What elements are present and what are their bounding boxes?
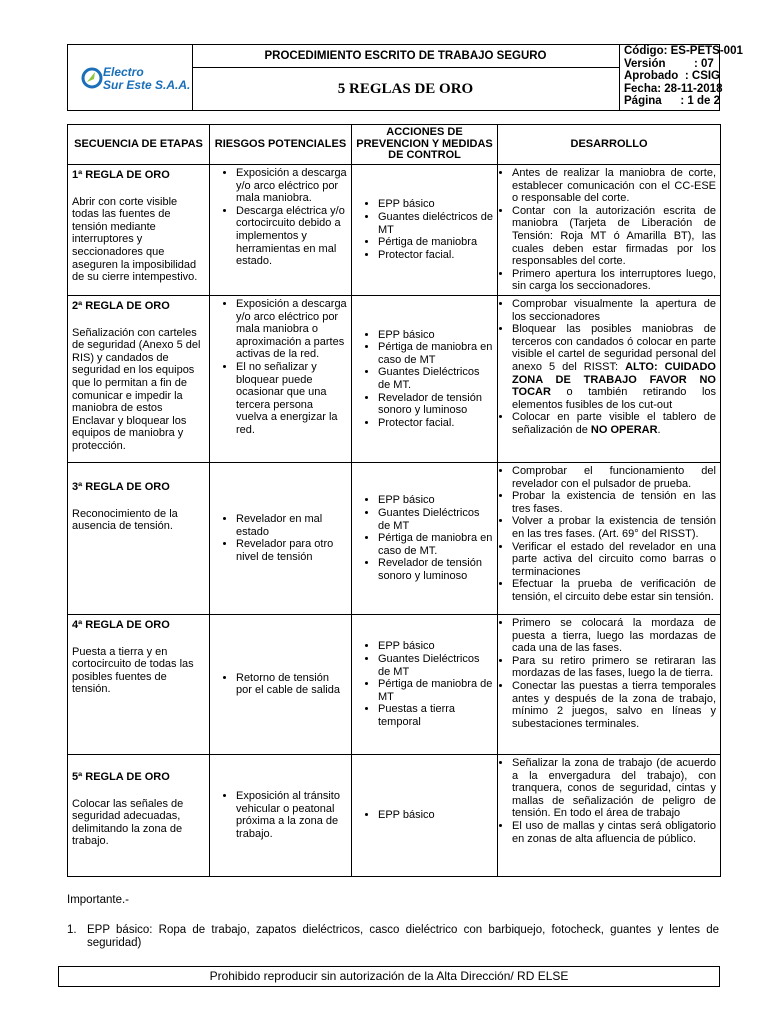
meta-value: : CSIG (684, 70, 720, 83)
stage-cell (68, 295, 210, 462)
list-item: • Primero apertura los interruptores luego, sin carga los seccionadores. (512, 268, 716, 293)
list-item: • Revelador de tensión sonoro y luminoso (378, 392, 493, 417)
rule-title: 1ª REGLA DE ORO (72, 169, 170, 181)
list-item: • EPP básico (378, 198, 493, 211)
meta-label: Código (624, 45, 664, 57)
rule-title: 5ª REGLA DE ORO (72, 770, 170, 783)
risks-list (214, 672, 347, 697)
footer-notice: Prohibido reproducir sin autorización de la Alta Dirección/ RD ELSE (58, 966, 720, 987)
risks-cell (210, 462, 352, 614)
table-row (68, 614, 721, 754)
development-list (502, 465, 716, 604)
list-item-text: Colocar en parte visible el tablero de señalización de (512, 411, 716, 436)
list-item: • Pértiga de maniobra de MT (378, 678, 493, 703)
list-item: • Verificar el estado del revelador en una parte activa del circuito como barras o terminaciones (512, 541, 716, 579)
risks-cell (210, 614, 352, 754)
risks-list (214, 513, 347, 563)
logo-text-line1: Electro (103, 65, 144, 79)
list-item: • Volver a probar la existencia de tensión en las tres fases. (Art. 69° del RISST). (512, 515, 716, 540)
procedure-title: PROCEDIMIENTO ESCRITO DE TRABAJO SEGURO (192, 45, 619, 68)
rule-title: 2ª REGLA DE ORO (72, 299, 170, 312)
list-item: • Antes de realizar la maniobra de corte, establecer comunicación con el CC-ESE o responsable del corte. (512, 167, 716, 205)
logo-text-line2: Sur Este S.A.A. (103, 78, 191, 92)
meta-row (624, 95, 720, 108)
meta-row (624, 45, 743, 58)
table-row (68, 462, 721, 614)
note-text: EPP básico: Ropa de trabajo, zapatos dieléctricos, casco dieléctrico con barbiquejo, fotocheck, guantes y lentes de seguridad) (87, 924, 719, 949)
list-item: • El no señalizar y bloquear puede ocasionar que una tercera persona vuelva a energizar la red. (236, 361, 347, 437)
document-title: 5 REGLAS DE ORO (337, 81, 474, 97)
stage-cell (68, 614, 210, 754)
development-cell (498, 165, 721, 296)
list-item: • Revelador para otro nivel de tensión (236, 538, 347, 563)
risks-cell (210, 295, 352, 462)
list-item: • Conectar las puestas a tierra temporales antes y después de la zona de trabajo, mínimo 2 juegos, salvo en líneas y subestaciones terminales. (512, 680, 716, 730)
development-cell (498, 754, 721, 876)
table-header-row (68, 125, 721, 165)
meta-row (624, 82, 723, 96)
list-item: • Protector facial. (378, 249, 493, 262)
document-meta (624, 45, 743, 108)
risks-list (214, 167, 347, 268)
meta-row (624, 58, 720, 71)
rule-description: Reconocimiento de la ausencia de tensión. (72, 507, 178, 533)
rule-description: Señalización con carteles de seguridad (Anexo 5 del RIS) y candados de seguridad en los equipos que lo permitan a fin de comunicar e impedir la maniobra de estos Enclavar y bloquear los equipos de maniobra y protección. (72, 326, 201, 452)
table-row (68, 754, 721, 876)
list-item: • Guantes Dieléctricos de MT (378, 507, 493, 532)
meta-value: : 1 de 2 (680, 95, 720, 108)
actions-cell (352, 165, 498, 296)
actions-list (356, 809, 493, 822)
risks-cell (210, 165, 352, 296)
title-block (192, 45, 620, 110)
list-item: • EPP básico (378, 494, 493, 507)
column-header: ACCIONES DE PREVENCION Y MEDIDAS DE CONTROL (352, 125, 498, 165)
table-row (68, 165, 721, 296)
rule-description: Colocar las señales de seguridad adecuadas, delimitando la zona de trabajo. (72, 797, 184, 848)
list-item: • EPP básico (378, 809, 493, 822)
note-number: 1. (67, 924, 77, 936)
development-list (502, 298, 716, 437)
rules-table (67, 124, 721, 877)
logo-emblem-icon (68, 45, 192, 110)
stage-cell (68, 462, 210, 614)
list-item: • Guantes Dieléctricos de MT. (378, 366, 493, 391)
meta-label: Página (624, 95, 662, 108)
rule-title: 3ª REGLA DE ORO (72, 480, 170, 493)
list-item: • Señalizar la zona de trabajo (de acuerdo a la envergadura del trabajo), con tranquera, conos de seguridad, cintas y mallas de señalización de peligro de tensión. En todo el área de trabajo (512, 757, 716, 820)
list-item: • Pértiga de maniobra (378, 236, 493, 249)
list-item: • Puestas a tierra temporal (378, 703, 493, 728)
list-item: • Efectuar la prueba de verificación de tensión, el circuito debe estar sin tensión. (512, 578, 716, 603)
column-header: SECUENCIA DE ETAPAS (68, 125, 210, 165)
list-item-tail: o también retirando los elementos fusibles de los cut-out (512, 386, 716, 411)
actions-list (356, 494, 493, 582)
list-item: • Revelador en mal estado (236, 513, 347, 538)
list-item: • Exposición al tránsito vehicular o peatonal próxima a la zona de trabajo. (236, 790, 347, 840)
development-list (502, 167, 716, 293)
list-item: • Pértiga de maniobra en caso de MT. (378, 532, 493, 557)
column-header: DESARROLLO (498, 125, 721, 165)
development-list (502, 617, 716, 730)
meta-label: Versión (624, 57, 666, 70)
list-item: • Retorno de tensión por el cable de salida (236, 672, 347, 697)
list-item: • Contar con la autorización escrita de maniobra (Tarjeta de Liberación de Tensión: Roja MT ó Amarilla BT), las cuales deben estar firmadas por los responsables del corte. (512, 205, 716, 268)
development-cell (498, 462, 721, 614)
risks-list (214, 790, 347, 840)
list-item: • Comprobar visualmente la apertura de los seccionadores (512, 298, 716, 323)
list-item-tail: . (657, 423, 661, 436)
list-item: • Revelador de tensión sonoro y luminoso (378, 557, 493, 582)
meta-label: Aprobado (624, 70, 679, 83)
development-list (502, 757, 716, 845)
rule-title: 4ª REGLA DE ORO (72, 618, 170, 631)
actions-cell (352, 754, 498, 876)
meta-value: : 28-11-2018 (657, 82, 723, 95)
list-item: • Protector facial. (378, 417, 493, 430)
note-item (67, 924, 719, 950)
list-item (512, 411, 716, 436)
actions-list (356, 640, 493, 728)
warning-sign-text: ALTO: CUIDADO ZONA DE TRABAJO FAVOR NO TOCAR (512, 360, 716, 399)
meta-value: : ES-PETS-001 (663, 45, 743, 57)
notes-title: Importante.- (67, 894, 129, 906)
actions-list (356, 198, 493, 261)
list-item: • Exposición a descarga y/o arco eléctrico por mala maniobra. (236, 167, 347, 205)
list-item: • Primero se colocará la mordaza de puesta a tierra, luego las mordazas de cada una de las fases. (512, 617, 716, 655)
stage-cell (68, 754, 210, 876)
list-item: • El uso de mallas y cintas será obligatorio en zonas de alta afluencia de público. (512, 820, 716, 845)
list-item: • Para su retiro primero se retiraran las mordazas de las fases, luego la de tierra. (512, 655, 716, 680)
rule-description: Abrir con corte visible todas las fuentes de tensión mediante interruptores y seccionadores que aseguren la imposibilidad de su cierre intempestivo. (72, 195, 198, 284)
meta-row (624, 70, 720, 83)
meta-value: : 07 (694, 57, 714, 70)
list-item: • Guantes dieléctricos de MT (378, 211, 493, 236)
list-item: • Guantes Dieléctricos de MT (378, 653, 493, 678)
list-item: • Exposición a descarga y/o arco eléctrico por mala maniobra o aproximación a partes activas de la red. (236, 298, 347, 361)
rule-description: Puesta a tierra y en cortocircuito de todas las posibles fuentes de tensión. (72, 645, 194, 696)
development-cell (498, 614, 721, 754)
column-header: RIESGOS POTENCIALES (210, 125, 352, 165)
actions-cell (352, 462, 498, 614)
actions-cell (352, 295, 498, 462)
company-logo (68, 45, 193, 110)
actions-list (356, 329, 493, 430)
list-item: • EPP básico (378, 329, 493, 342)
list-item: • EPP básico (378, 640, 493, 653)
risks-cell (210, 754, 352, 876)
list-item: • Probar la existencia de tensión en las tres fases. (512, 490, 716, 515)
list-item: • Pértiga de maniobra en caso de MT (378, 341, 493, 366)
no-operate-text: NO OPERAR (590, 423, 658, 436)
actions-cell (352, 614, 498, 754)
list-item-text: Bloquear las posibles maniobras de terceros con candados ó colocar en parte visible el cartel de seguridad personal del anexo 5 del RISST: (512, 323, 716, 373)
list-item: • Comprobar el funcionamiento del revelador con el pulsador de prueba. (512, 465, 716, 490)
document-header (67, 44, 743, 111)
risks-list (214, 298, 347, 437)
meta-label: Fecha (624, 82, 658, 95)
development-cell (498, 295, 721, 462)
table-row (68, 295, 721, 462)
stage-cell (68, 165, 210, 296)
list-item (512, 323, 716, 411)
list-item: • Descarga eléctrica y/o cortocircuito debido a implementos y herramientas en mal estado. (236, 205, 347, 268)
